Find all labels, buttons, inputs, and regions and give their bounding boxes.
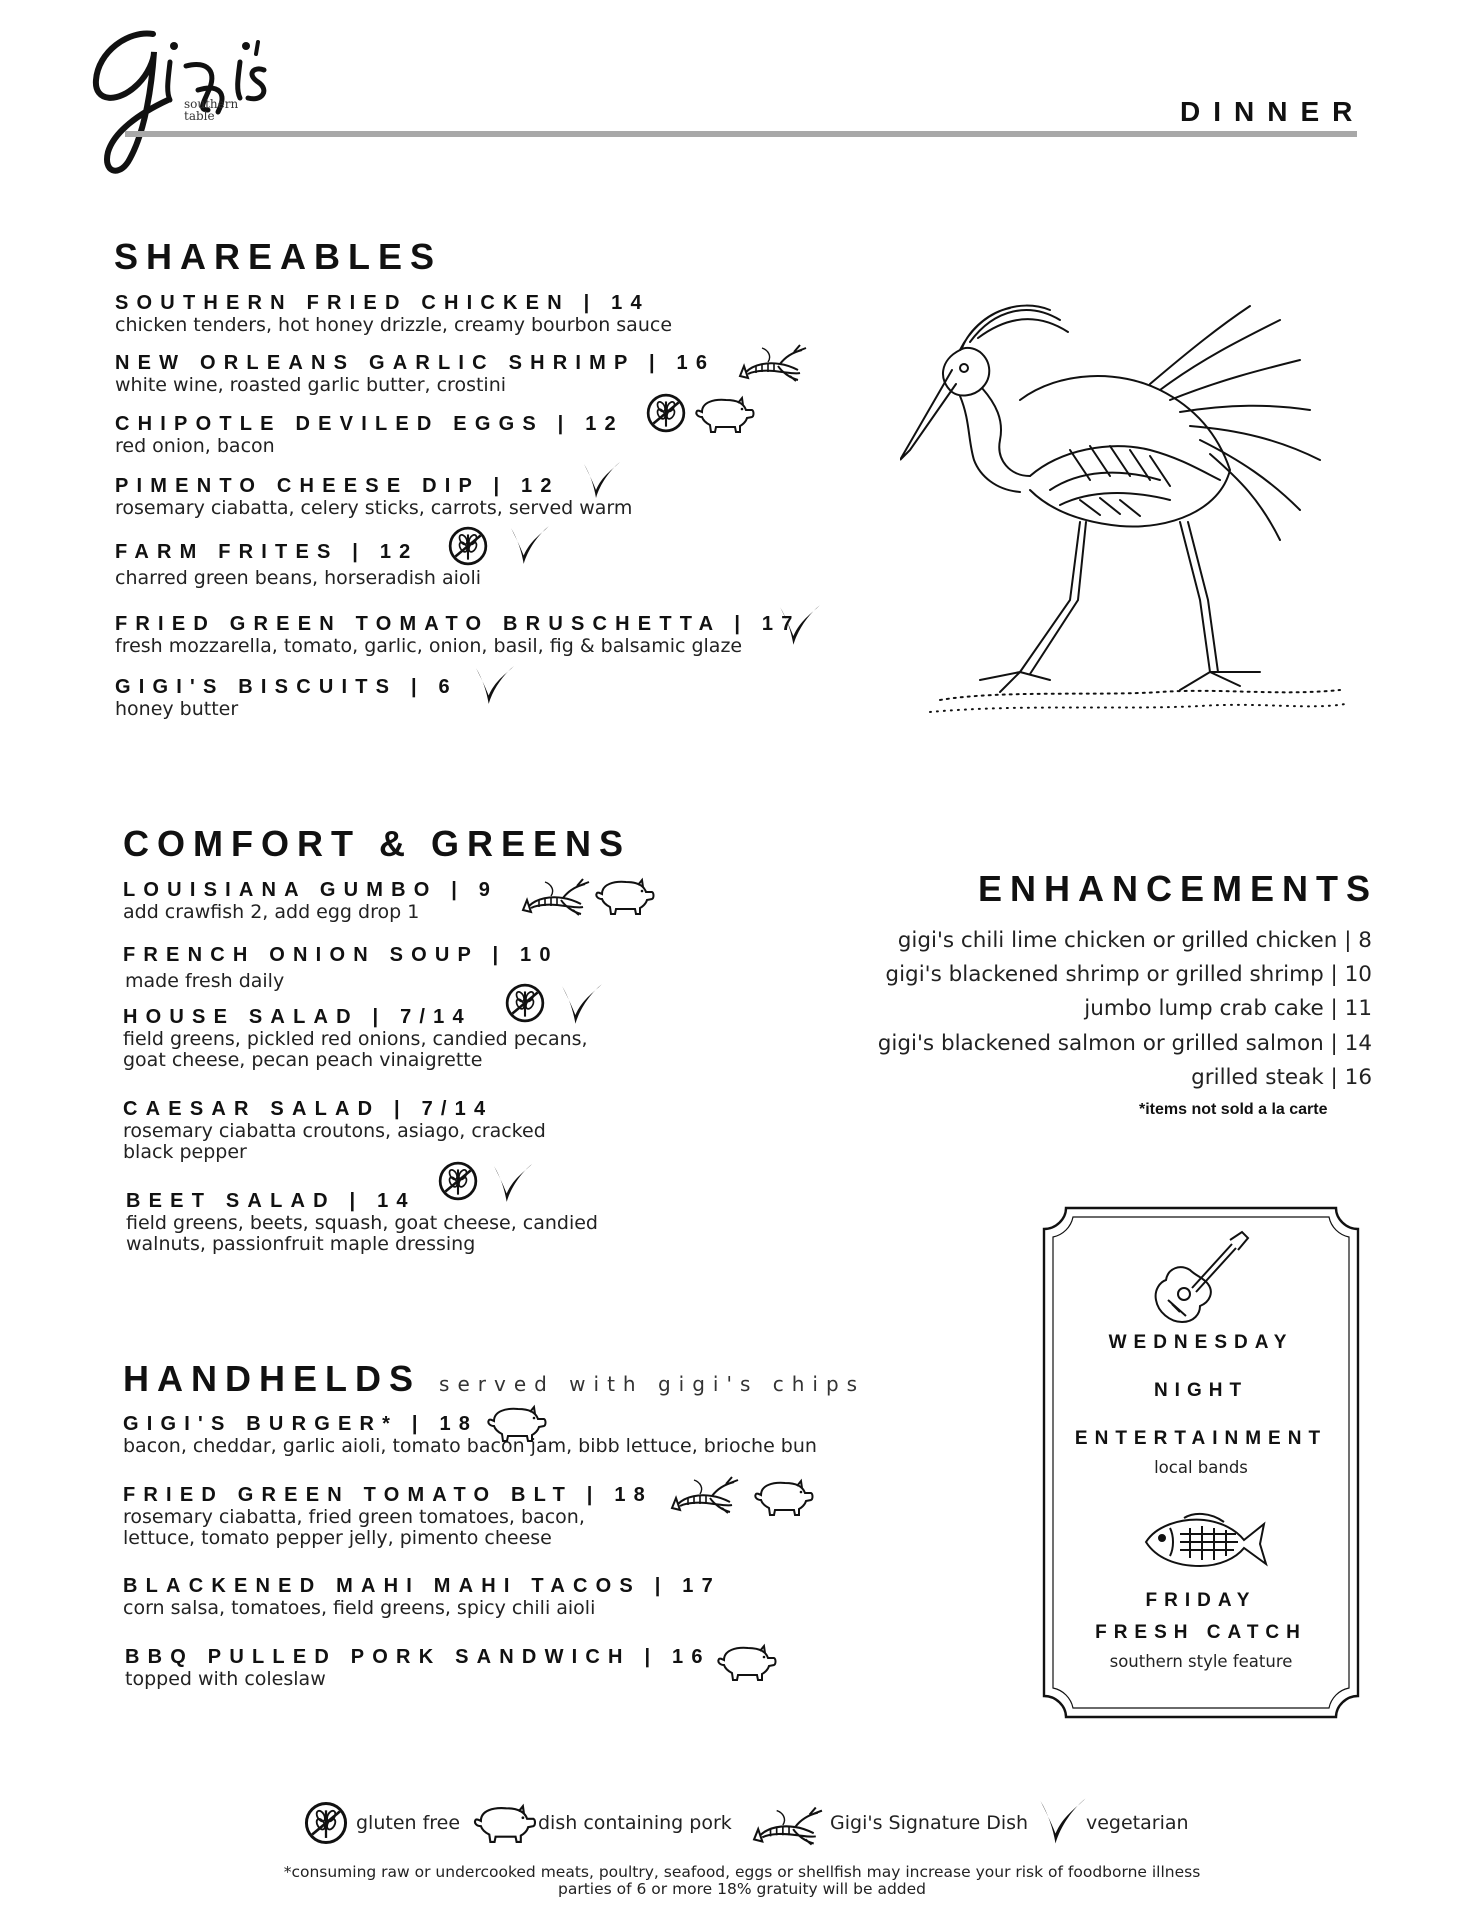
pig-icon bbox=[470, 1802, 538, 1844]
guitar-icon bbox=[1150, 1230, 1250, 1330]
item-name: CHIPOTLE DEVILED EGGS | 12 bbox=[115, 413, 624, 435]
item-desc: rosemary ciabatta, fried green tomatoes, bacon, bbox=[123, 1506, 585, 1528]
item-desc: fresh mozzarella, tomato, garlic, onion, basil, fig & balsamic glaze bbox=[115, 635, 743, 657]
event-friday: FRIDAY bbox=[1145, 1590, 1257, 1611]
item-desc: red onion, bacon bbox=[115, 435, 275, 457]
gigis-logo bbox=[58, 22, 278, 182]
gluten-free-icon bbox=[645, 392, 687, 434]
handhelds-title bbox=[123, 1358, 865, 1400]
menu-item bbox=[123, 1574, 721, 1619]
crawfish-icon bbox=[752, 1804, 824, 1846]
event-fresh-catch: FRESH CATCH bbox=[1095, 1622, 1307, 1643]
comfort-greens-title: COMFORT & GREENS bbox=[123, 823, 632, 864]
shareables-title: SHAREABLES bbox=[114, 236, 443, 277]
vegetarian-leaf-icon bbox=[1038, 1796, 1088, 1846]
menu-item bbox=[115, 291, 672, 336]
enhancement-item: grilled steak | 16 bbox=[1191, 1065, 1372, 1090]
event-entertainment-sub: local bands bbox=[1154, 1458, 1248, 1477]
item-name: GIGI'S BISCUITS | 6 bbox=[115, 676, 458, 698]
handhelds-heading: HANDHELDS bbox=[123, 1358, 422, 1399]
item-name: SOUTHERN FRIED CHICKEN | 14 bbox=[115, 292, 650, 314]
item-name: CAESAR SALAD | 7/14 bbox=[123, 1098, 494, 1120]
pig-icon bbox=[592, 876, 656, 916]
logo-tagline: southern table bbox=[184, 97, 239, 123]
gluten-free-icon bbox=[437, 1160, 479, 1202]
item-desc: chicken tenders, hot honey drizzle, creamy bourbon sauce bbox=[115, 314, 673, 336]
enhancement-item: jumbo lump crab cake | 11 bbox=[1084, 996, 1372, 1021]
menu-item bbox=[115, 351, 715, 396]
handhelds-subtitle: served with gigi's chips bbox=[439, 1372, 866, 1396]
item-name: HOUSE SALAD | 7/14 bbox=[123, 1006, 472, 1028]
header-divider bbox=[125, 131, 1357, 137]
event-night: NIGHT bbox=[1153, 1380, 1249, 1401]
item-desc: white wine, roasted garlic butter, crostini bbox=[115, 374, 507, 396]
item-name: FARM FRITES | 12 bbox=[115, 541, 419, 563]
legend-gluten-free: gluten free bbox=[356, 1812, 461, 1834]
legend-signature: Gigi's Signature Dish bbox=[830, 1812, 1029, 1834]
vegetarian-leaf-icon bbox=[492, 1162, 534, 1204]
item-desc: lettuce, tomato pepper jelly, pimento cheese bbox=[123, 1527, 552, 1549]
item-desc: corn salsa, tomatoes, field greens, spicy chili aioli bbox=[123, 1597, 596, 1619]
pig-icon bbox=[692, 394, 756, 434]
item-desc: topped with coleslaw bbox=[125, 1668, 326, 1690]
enhancement-item: gigi's chili lime chicken or grilled chicken | 8 bbox=[897, 928, 1372, 953]
item-desc: rosemary ciabatta croutons, asiago, cracked bbox=[123, 1120, 546, 1142]
menu-item bbox=[125, 1645, 711, 1690]
vegetarian-leaf-icon bbox=[560, 982, 604, 1026]
vegetarian-leaf-icon bbox=[778, 603, 822, 647]
item-name: BEET SALAD | 14 bbox=[126, 1190, 416, 1212]
item-name: GIGI'S BURGER* | 18 bbox=[123, 1413, 479, 1435]
menu-item bbox=[115, 540, 481, 589]
menu-item bbox=[115, 675, 458, 720]
menu-item bbox=[123, 1097, 546, 1163]
gluten-free-icon bbox=[504, 982, 546, 1024]
menu-item bbox=[115, 612, 801, 657]
item-desc: black pepper bbox=[123, 1141, 247, 1163]
item-name: FRIED GREEN TOMATO BRUSCHETTA | 17 bbox=[115, 613, 801, 635]
crawfish-icon bbox=[521, 876, 591, 916]
enhancement-item: gigi's blackened shrimp or grilled shrimp | 10 bbox=[885, 962, 1372, 987]
footer-disclaimer: *consuming raw or undercooked meats, poultry, seafood, eggs or shellfish may increase your risk of foodborne illness bbox=[283, 1863, 1201, 1881]
fish-icon bbox=[1140, 1510, 1270, 1576]
item-desc: field greens, beets, squash, goat cheese, candied bbox=[126, 1212, 598, 1234]
item-desc: add crawfish 2, add egg drop 1 bbox=[123, 901, 420, 923]
menu-item bbox=[123, 1483, 653, 1549]
vegetarian-leaf-icon bbox=[509, 524, 551, 566]
menu-title: DINNER bbox=[1180, 96, 1366, 127]
item-desc: honey butter bbox=[115, 698, 239, 720]
legend-vegetarian: vegetarian bbox=[1086, 1812, 1189, 1834]
pig-icon bbox=[751, 1477, 815, 1517]
item-desc: walnuts, passionfruit maple dressing bbox=[126, 1233, 476, 1255]
crawfish-icon bbox=[738, 342, 808, 382]
footer-gratuity: parties of 6 or more 18% gratuity will be added bbox=[558, 1880, 926, 1898]
item-name: FRIED GREEN TOMATO BLT | 18 bbox=[123, 1484, 653, 1506]
gluten-free-icon bbox=[303, 1800, 349, 1846]
item-desc: field greens, pickled red onions, candied pecans, bbox=[123, 1028, 588, 1050]
item-name: LOUISIANA GUMBO | 9 bbox=[123, 879, 499, 901]
pig-icon bbox=[714, 1642, 778, 1682]
event-wednesday: WEDNESDAY bbox=[1108, 1332, 1294, 1353]
item-desc: made fresh daily bbox=[125, 970, 285, 992]
item-desc: goat cheese, pecan peach vinaigrette bbox=[123, 1049, 483, 1071]
enhancements-title: ENHANCEMENTS bbox=[978, 868, 1379, 909]
event-entertainment: ENTERTAINMENT bbox=[1074, 1428, 1328, 1449]
item-desc: charred green beans, horseradish aioli bbox=[115, 567, 482, 589]
legend-pork: dish containing pork bbox=[538, 1812, 732, 1834]
item-name: FRENCH ONION SOUP | 10 bbox=[123, 944, 559, 966]
menu-item bbox=[123, 878, 498, 923]
crawfish-icon bbox=[670, 1474, 740, 1514]
item-desc: bacon, cheddar, garlic aioli, tomato bacon jam, bibb lettuce, brioche bun bbox=[123, 1435, 817, 1457]
gluten-free-icon bbox=[447, 525, 489, 567]
vegetarian-leaf-icon bbox=[582, 460, 622, 500]
item-name: BBQ PULLED PORK SANDWICH | 16 bbox=[125, 1646, 711, 1668]
vegetarian-leaf-icon bbox=[474, 664, 516, 706]
menu-item bbox=[123, 943, 559, 992]
enhancement-item: gigi's blackened salmon or grilled salmon | 14 bbox=[877, 1031, 1372, 1056]
item-name: NEW ORLEANS GARLIC SHRIMP | 16 bbox=[115, 352, 716, 374]
item-desc: rosemary ciabatta, celery sticks, carrots, served warm bbox=[115, 497, 633, 519]
enhancements-note: *items not sold a la carte bbox=[1139, 1101, 1328, 1118]
event-fresh-catch-sub: southern style feature bbox=[1109, 1652, 1293, 1671]
item-name: BLACKENED MAHI MAHI TACOS | 17 bbox=[123, 1575, 721, 1597]
pig-icon bbox=[484, 1403, 548, 1443]
menu-item bbox=[115, 412, 624, 457]
heron-illustration bbox=[900, 300, 1350, 730]
item-name: PIMENTO CHEESE DIP | 12 bbox=[115, 475, 560, 497]
menu-item bbox=[123, 1412, 817, 1457]
menu-item bbox=[115, 474, 632, 519]
